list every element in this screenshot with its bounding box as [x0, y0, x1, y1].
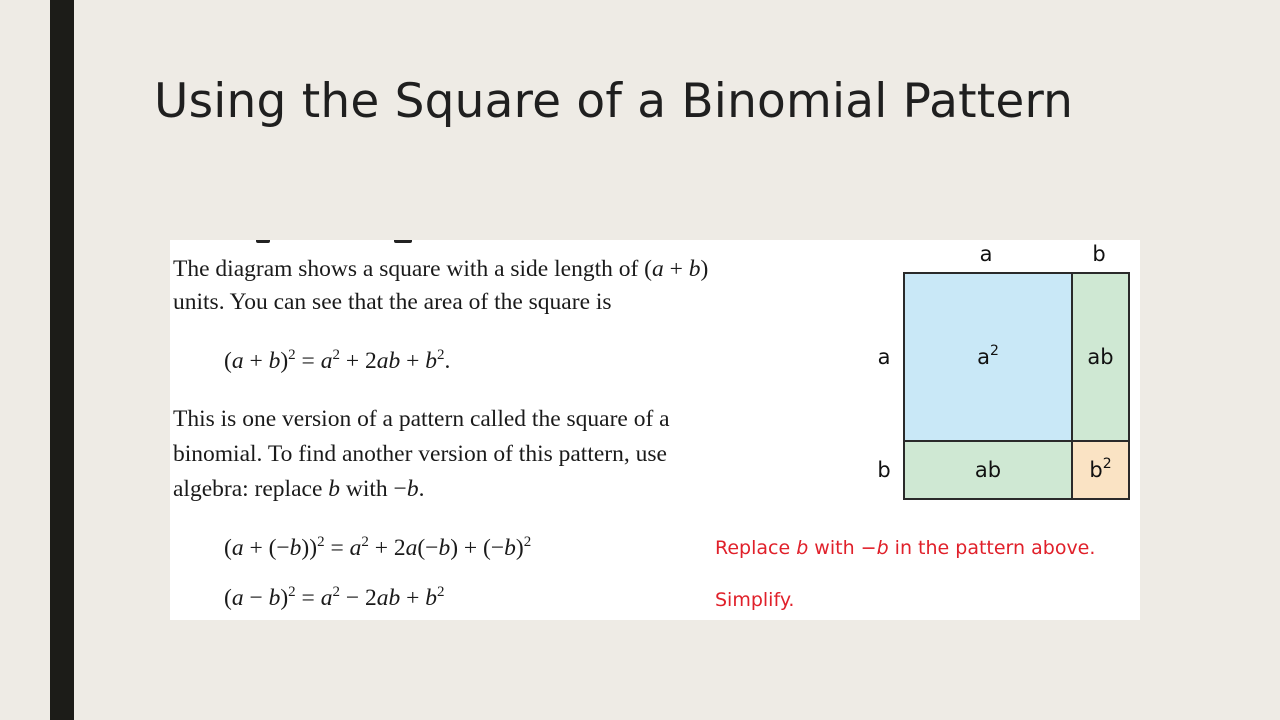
equation-sum-square: $(a + b)^2 = a^2 + 2ab + b^2$. — [224, 347, 451, 374]
slide-accent-bar — [50, 0, 74, 720]
textbook-excerpt-panel — [170, 240, 1140, 620]
diagram-cell-ab-bottom: ab — [903, 440, 1073, 500]
paragraph-2-line-2: binomial. To find another version of this pattern, use — [173, 441, 667, 467]
diagram-cell-a-squared: $a^2$ — [903, 272, 1073, 442]
equation-substitution: $(a + (-b))^2 = a^2 + 2a(-b) + (-b)^2$ — [224, 534, 532, 561]
diagram-top-label-b: b — [1092, 242, 1106, 266]
slide-title: Using the Square of a Binomial Pattern — [154, 74, 1074, 129]
equation-2-note: Replace b with −b in the pattern above. — [715, 537, 1096, 559]
paragraph-1-line-2: units. You can see that the area of the square is — [173, 289, 612, 315]
paragraph-2-line-1: This is one version of a pattern called the square of a — [173, 406, 670, 432]
equation-difference-square: $(a - b)^2 = a^2 - 2ab + b^2$ — [224, 584, 445, 611]
equation-3-note: Simplify. — [715, 589, 795, 611]
diagram-cell-ab-right: ab — [1071, 272, 1130, 442]
paragraph-2-line-3: algebra: replace b with −b. — [173, 476, 425, 502]
paragraph-1-line-1: The diagram shows a square with a side length of (a + b) — [173, 256, 709, 282]
cropped-heading-remnant — [394, 240, 412, 243]
diagram-side-label-b: b — [877, 458, 891, 482]
cropped-heading-remnant — [256, 240, 270, 243]
diagram-top-label-a: a — [979, 242, 993, 266]
diagram-side-label-a: a — [877, 345, 891, 369]
diagram-cell-b-squared: $b^2$ — [1071, 440, 1130, 500]
